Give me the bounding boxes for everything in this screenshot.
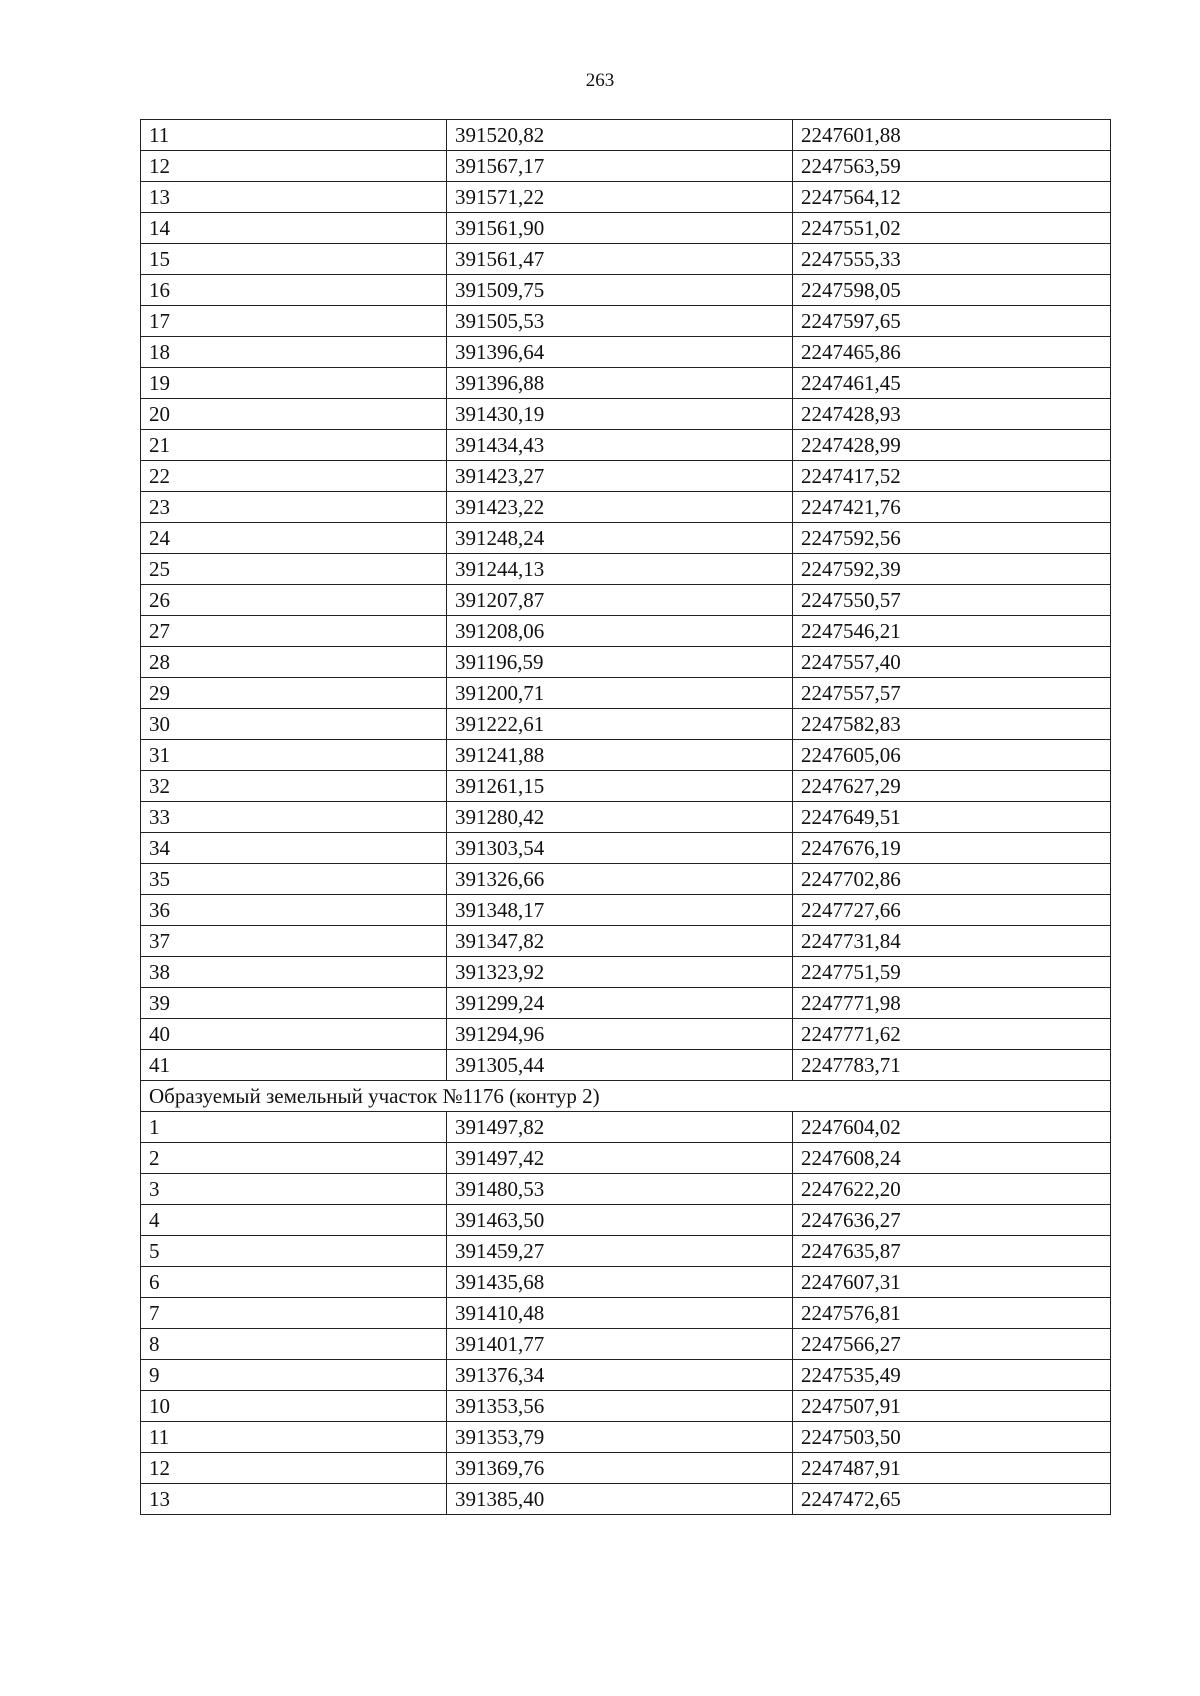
point-number-cell: 34	[141, 833, 447, 864]
y-coordinate-cell: 2247627,29	[793, 771, 1111, 802]
x-coordinate-cell: 391401,77	[447, 1329, 793, 1360]
x-coordinate-cell: 391241,88	[447, 740, 793, 771]
x-coordinate-cell: 391561,90	[447, 213, 793, 244]
x-coordinate-cell: 391423,22	[447, 492, 793, 523]
y-coordinate-cell: 2247465,86	[793, 337, 1111, 368]
point-number-cell: 13	[141, 1484, 447, 1515]
x-coordinate-cell: 391480,53	[447, 1174, 793, 1205]
y-coordinate-cell: 2247622,20	[793, 1174, 1111, 1205]
table-row	[141, 461, 1111, 492]
y-coordinate-cell: 2247702,86	[793, 864, 1111, 895]
y-coordinate-cell: 2247751,59	[793, 957, 1111, 988]
point-number-cell: 27	[141, 616, 447, 647]
table-row	[141, 678, 1111, 709]
point-number-cell: 38	[141, 957, 447, 988]
x-coordinate-cell: 391376,34	[447, 1360, 793, 1391]
table-row	[141, 802, 1111, 833]
point-number-cell: 14	[141, 213, 447, 244]
x-coordinate-cell: 391299,24	[447, 988, 793, 1019]
y-coordinate-cell: 2247771,98	[793, 988, 1111, 1019]
x-coordinate-cell: 391459,27	[447, 1236, 793, 1267]
table-row	[141, 926, 1111, 957]
y-coordinate-cell: 2247771,62	[793, 1019, 1111, 1050]
y-coordinate-cell: 2247551,02	[793, 213, 1111, 244]
x-coordinate-cell: 391323,92	[447, 957, 793, 988]
y-coordinate-cell: 2247428,99	[793, 430, 1111, 461]
y-coordinate-cell: 2247535,49	[793, 1360, 1111, 1391]
point-number-cell: 5	[141, 1236, 447, 1267]
x-coordinate-cell: 391326,66	[447, 864, 793, 895]
point-number-cell: 3	[141, 1174, 447, 1205]
point-number-cell: 29	[141, 678, 447, 709]
point-number-cell: 23	[141, 492, 447, 523]
table-row	[141, 647, 1111, 678]
y-coordinate-cell: 2247472,65	[793, 1484, 1111, 1515]
x-coordinate-cell: 391520,82	[447, 120, 793, 151]
x-coordinate-cell: 391303,54	[447, 833, 793, 864]
point-number-cell: 6	[141, 1267, 447, 1298]
point-number-cell: 11	[141, 1422, 447, 1453]
x-coordinate-cell: 391385,40	[447, 1484, 793, 1515]
y-coordinate-cell: 2247461,45	[793, 368, 1111, 399]
point-number-cell: 40	[141, 1019, 447, 1050]
x-coordinate-cell: 391353,79	[447, 1422, 793, 1453]
y-coordinate-cell: 2247576,81	[793, 1298, 1111, 1329]
x-coordinate-cell: 391353,56	[447, 1391, 793, 1422]
x-coordinate-cell: 391434,43	[447, 430, 793, 461]
point-number-cell: 13	[141, 182, 447, 213]
point-number-cell: 8	[141, 1329, 447, 1360]
table-row	[141, 1484, 1111, 1515]
x-coordinate-cell: 391497,42	[447, 1143, 793, 1174]
point-number-cell: 26	[141, 585, 447, 616]
table-row	[141, 1391, 1111, 1422]
table-row	[141, 833, 1111, 864]
x-coordinate-cell: 391430,19	[447, 399, 793, 430]
y-coordinate-cell: 2247487,91	[793, 1453, 1111, 1484]
x-coordinate-cell: 391435,68	[447, 1267, 793, 1298]
section-heading-row	[141, 1081, 1111, 1112]
table-row	[141, 120, 1111, 151]
y-coordinate-cell: 2247649,51	[793, 802, 1111, 833]
point-number-cell: 17	[141, 306, 447, 337]
table-row	[141, 306, 1111, 337]
x-coordinate-cell: 391463,50	[447, 1205, 793, 1236]
table-row	[141, 1236, 1111, 1267]
y-coordinate-cell: 2247597,65	[793, 306, 1111, 337]
table-row	[141, 740, 1111, 771]
y-coordinate-cell: 2247421,76	[793, 492, 1111, 523]
table-row	[141, 430, 1111, 461]
x-coordinate-cell: 391207,87	[447, 585, 793, 616]
x-coordinate-cell: 391396,88	[447, 368, 793, 399]
x-coordinate-cell: 391497,82	[447, 1112, 793, 1143]
table-row	[141, 1174, 1111, 1205]
x-coordinate-cell: 391571,22	[447, 182, 793, 213]
x-coordinate-cell: 391196,59	[447, 647, 793, 678]
point-number-cell: 37	[141, 926, 447, 957]
table-row	[141, 1205, 1111, 1236]
point-number-cell: 21	[141, 430, 447, 461]
point-number-cell: 36	[141, 895, 447, 926]
x-coordinate-cell: 391244,13	[447, 554, 793, 585]
x-coordinate-cell: 391261,15	[447, 771, 793, 802]
x-coordinate-cell: 391222,61	[447, 709, 793, 740]
table-row	[141, 895, 1111, 926]
point-number-cell: 9	[141, 1360, 447, 1391]
table-row	[141, 492, 1111, 523]
table-row	[141, 182, 1111, 213]
x-coordinate-cell: 391208,06	[447, 616, 793, 647]
point-number-cell: 31	[141, 740, 447, 771]
y-coordinate-cell: 2247566,27	[793, 1329, 1111, 1360]
table-row	[141, 1453, 1111, 1484]
section-heading: Образуемый земельный участок №1176 (контур 2)	[141, 1081, 1111, 1112]
x-coordinate-cell: 391200,71	[447, 678, 793, 709]
table-row	[141, 1143, 1111, 1174]
table-row	[141, 864, 1111, 895]
point-number-cell: 32	[141, 771, 447, 802]
y-coordinate-cell: 2247503,50	[793, 1422, 1111, 1453]
point-number-cell: 12	[141, 151, 447, 182]
x-coordinate-cell: 391280,42	[447, 802, 793, 833]
x-coordinate-cell: 391505,53	[447, 306, 793, 337]
point-number-cell: 22	[141, 461, 447, 492]
point-number-cell: 11	[141, 120, 447, 151]
point-number-cell: 33	[141, 802, 447, 833]
point-number-cell: 25	[141, 554, 447, 585]
coordinates-table-body	[141, 120, 1111, 1515]
y-coordinate-cell: 2247428,93	[793, 399, 1111, 430]
y-coordinate-cell: 2247635,87	[793, 1236, 1111, 1267]
y-coordinate-cell: 2247636,27	[793, 1205, 1111, 1236]
x-coordinate-cell: 391305,44	[447, 1050, 793, 1081]
x-coordinate-cell: 391369,76	[447, 1453, 793, 1484]
y-coordinate-cell: 2247507,91	[793, 1391, 1111, 1422]
table-row	[141, 368, 1111, 399]
point-number-cell: 16	[141, 275, 447, 306]
x-coordinate-cell: 391509,75	[447, 275, 793, 306]
table-row	[141, 1422, 1111, 1453]
x-coordinate-cell: 391410,48	[447, 1298, 793, 1329]
point-number-cell: 15	[141, 244, 447, 275]
y-coordinate-cell: 2247546,21	[793, 616, 1111, 647]
table-row	[141, 616, 1111, 647]
y-coordinate-cell: 2247604,02	[793, 1112, 1111, 1143]
x-coordinate-cell: 391423,27	[447, 461, 793, 492]
x-coordinate-cell: 391294,96	[447, 1019, 793, 1050]
table-row	[141, 585, 1111, 616]
point-number-cell: 4	[141, 1205, 447, 1236]
table-row	[141, 399, 1111, 430]
x-coordinate-cell: 391348,17	[447, 895, 793, 926]
table-row	[141, 151, 1111, 182]
y-coordinate-cell: 2247783,71	[793, 1050, 1111, 1081]
y-coordinate-cell: 2247564,12	[793, 182, 1111, 213]
point-number-cell: 39	[141, 988, 447, 1019]
table-row	[141, 523, 1111, 554]
table-row	[141, 1112, 1111, 1143]
y-coordinate-cell: 2247592,39	[793, 554, 1111, 585]
y-coordinate-cell: 2247417,52	[793, 461, 1111, 492]
y-coordinate-cell: 2247608,24	[793, 1143, 1111, 1174]
point-number-cell: 20	[141, 399, 447, 430]
y-coordinate-cell: 2247557,40	[793, 647, 1111, 678]
table-row	[141, 213, 1111, 244]
point-number-cell: 10	[141, 1391, 447, 1422]
x-coordinate-cell: 391396,64	[447, 337, 793, 368]
point-number-cell: 12	[141, 1453, 447, 1484]
point-number-cell: 35	[141, 864, 447, 895]
table-row	[141, 1050, 1111, 1081]
table-row	[141, 1267, 1111, 1298]
y-coordinate-cell: 2247676,19	[793, 833, 1111, 864]
y-coordinate-cell: 2247550,57	[793, 585, 1111, 616]
x-coordinate-cell: 391567,17	[447, 151, 793, 182]
y-coordinate-cell: 2247731,84	[793, 926, 1111, 957]
point-number-cell: 28	[141, 647, 447, 678]
table-row	[141, 337, 1111, 368]
y-coordinate-cell: 2247555,33	[793, 244, 1111, 275]
table-row	[141, 1298, 1111, 1329]
point-number-cell: 18	[141, 337, 447, 368]
point-number-cell: 19	[141, 368, 447, 399]
table-row	[141, 1360, 1111, 1391]
y-coordinate-cell: 2247592,56	[793, 523, 1111, 554]
table-row	[141, 275, 1111, 306]
y-coordinate-cell: 2247557,57	[793, 678, 1111, 709]
table-row	[141, 244, 1111, 275]
x-coordinate-cell: 391248,24	[447, 523, 793, 554]
point-number-cell: 41	[141, 1050, 447, 1081]
page-number: 263	[585, 70, 615, 91]
point-number-cell: 7	[141, 1298, 447, 1329]
y-coordinate-cell: 2247598,05	[793, 275, 1111, 306]
y-coordinate-cell: 2247582,83	[793, 709, 1111, 740]
point-number-cell: 2	[141, 1143, 447, 1174]
table-row	[141, 709, 1111, 740]
table-row	[141, 554, 1111, 585]
coordinates-table	[140, 119, 1111, 1515]
y-coordinate-cell: 2247601,88	[793, 120, 1111, 151]
y-coordinate-cell: 2247605,06	[793, 740, 1111, 771]
y-coordinate-cell: 2247607,31	[793, 1267, 1111, 1298]
point-number-cell: 30	[141, 709, 447, 740]
x-coordinate-cell: 391561,47	[447, 244, 793, 275]
table-row	[141, 957, 1111, 988]
point-number-cell: 1	[141, 1112, 447, 1143]
table-row	[141, 1329, 1111, 1360]
table-row	[141, 988, 1111, 1019]
y-coordinate-cell: 2247563,59	[793, 151, 1111, 182]
table-row	[141, 1019, 1111, 1050]
x-coordinate-cell: 391347,82	[447, 926, 793, 957]
table-row	[141, 771, 1111, 802]
y-coordinate-cell: 2247727,66	[793, 895, 1111, 926]
point-number-cell: 24	[141, 523, 447, 554]
